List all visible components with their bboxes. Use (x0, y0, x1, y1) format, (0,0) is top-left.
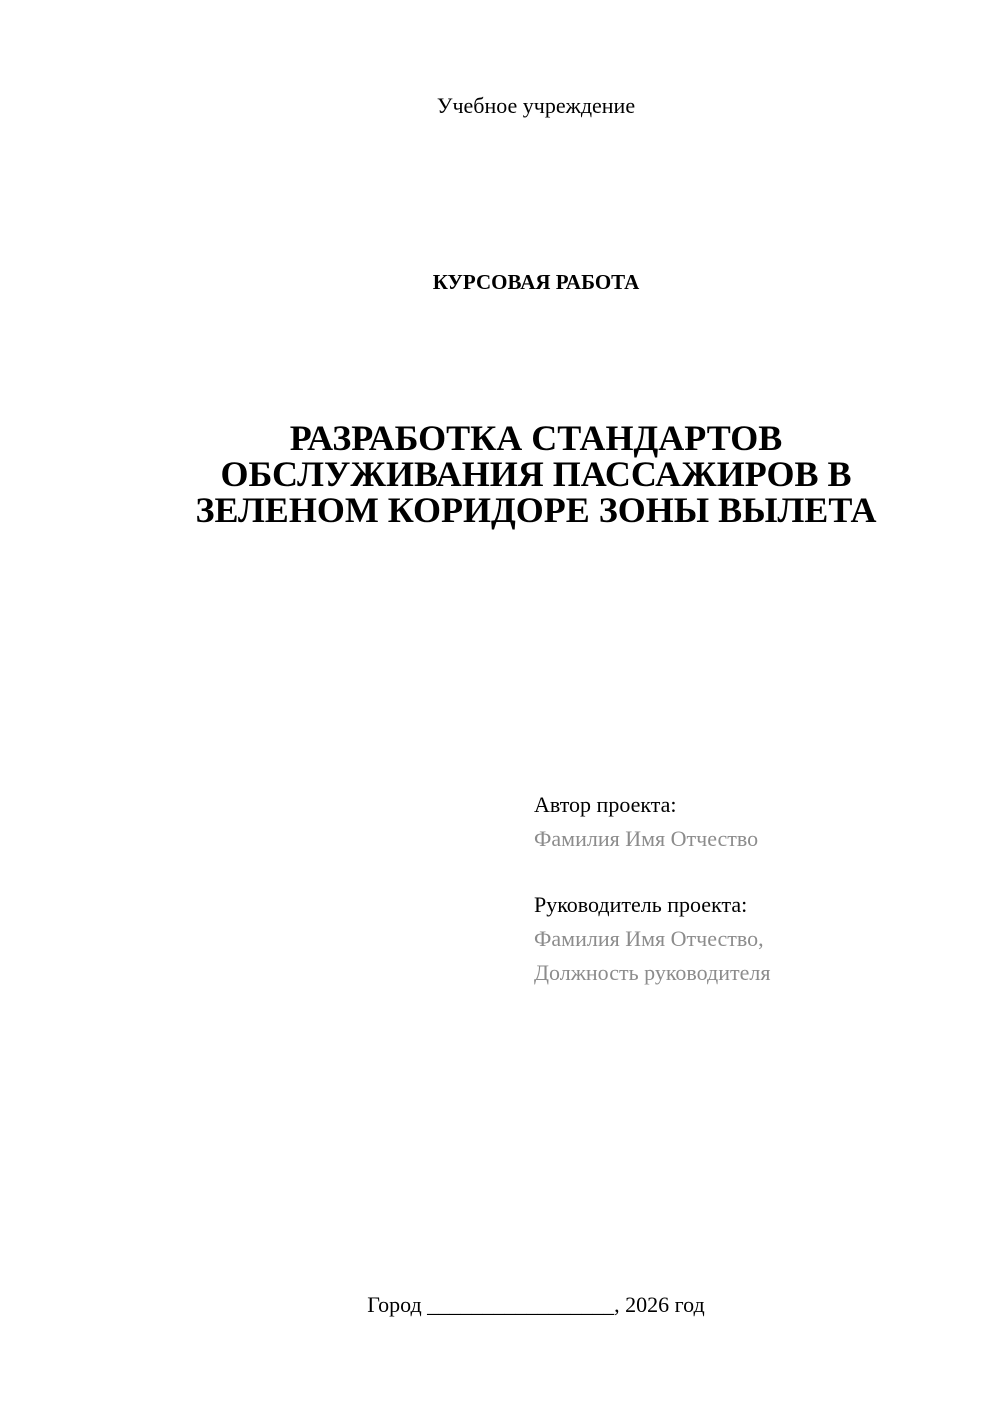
work-title-line-2: ОБСЛУЖИВАНИЯ ПАССАЖИРОВ В (220, 454, 852, 494)
credits-spacer (534, 856, 954, 888)
credits-block (534, 788, 954, 990)
work-title (160, 420, 912, 528)
supervisor-label: Руководитель проекта: (534, 892, 748, 917)
work-title-line-3: ЗЕЛЕНОМ КОРИДОРЕ ЗОНЫ ВЫЛЕТА (195, 490, 877, 530)
author-name: Фамилия Имя Отчество (534, 826, 759, 851)
city-year-line: Город _________________, 2026 год (367, 1292, 705, 1317)
institution-name: Учебное учреждение (436, 93, 636, 118)
work-type-heading: КУРСОВАЯ РАБОТА (432, 270, 640, 294)
supervisor-name: Фамилия Имя Отчество, (534, 926, 764, 951)
supervisor-position: Должность руководителя (534, 960, 771, 985)
work-title-line-1: РАЗРАБОТКА СТАНДАРТОВ (289, 418, 783, 458)
author-label: Автор проекта: (534, 792, 677, 817)
